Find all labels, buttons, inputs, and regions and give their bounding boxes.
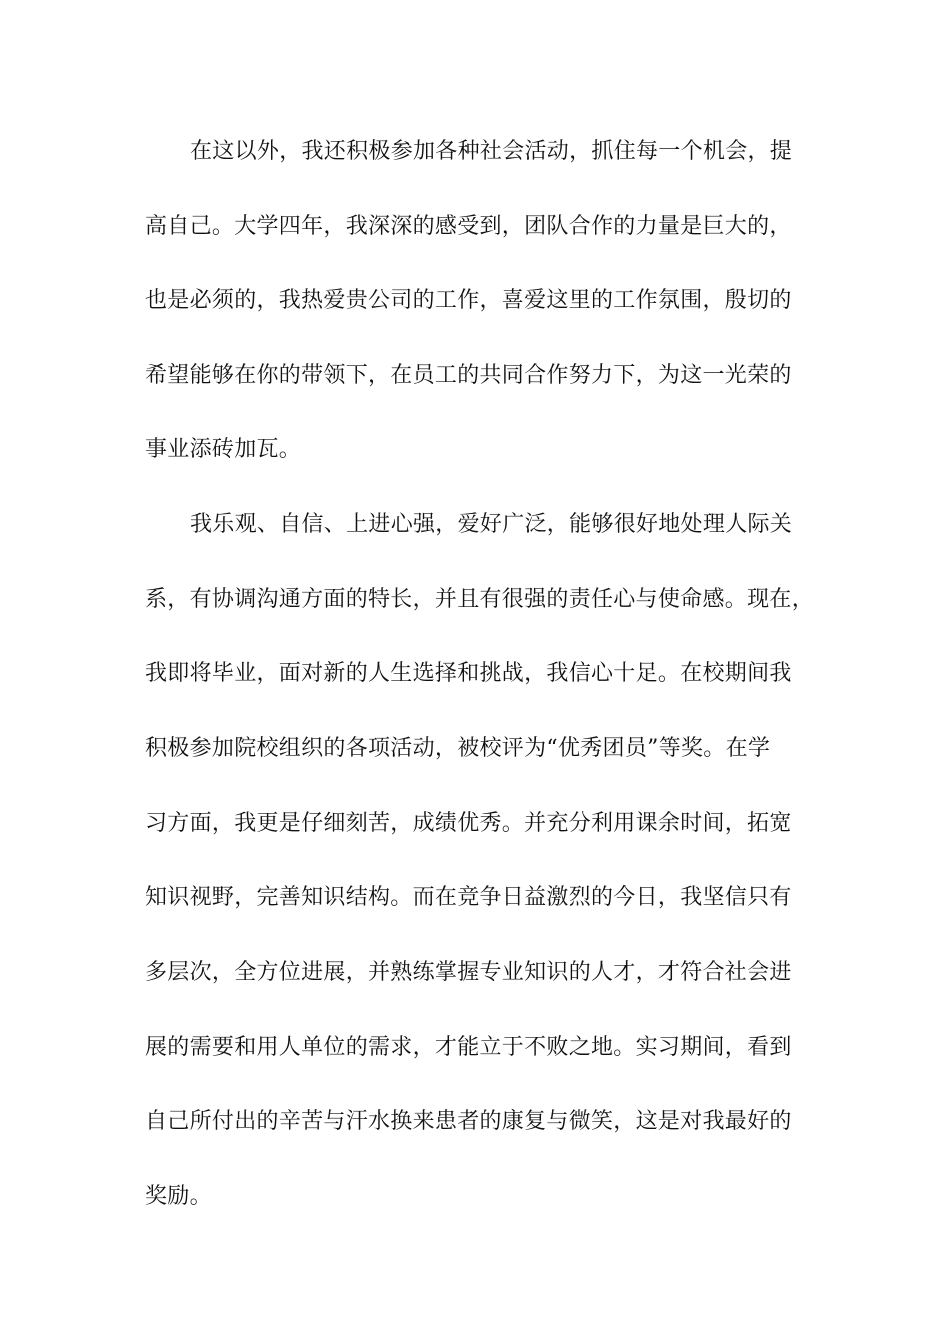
text-line: 系，有协调沟通方面的特长，并且有很强的责任心与使命感。现在， xyxy=(145,587,815,612)
text-line: 习方面，我更是仔细刻苦，成绩优秀。并充分利用课余时间，拓宽 xyxy=(145,811,792,836)
text-line: 希望能够在你的带领下，在员工的共同合作努力下，为这一光荣的 xyxy=(145,363,792,388)
text-line: 奖励。 xyxy=(145,1184,212,1209)
text-line: 高自己。大学四年，我深深的感受到，团队合作的力量是巨大的， xyxy=(145,214,792,239)
text-line: 多层次，全方位进展，并熟练掌握专业知识的人才，才符合社会进 xyxy=(145,960,792,985)
text-line: 积极参加院校组织的各项活动，被校评为“优秀团员”等奖。在学 xyxy=(145,736,771,761)
text-line: 也是必须的，我热爱贵公司的工作，喜爱这里的工作氛围，殷切的 xyxy=(145,288,792,313)
text-line: 自己所付出的辛苦与汗水换来患者的康复与微笑，这是对我最好的 xyxy=(145,1109,792,1134)
text-line: 我即将毕业，面对新的人生选择和挑战，我信心十足。在校期间我 xyxy=(145,661,792,686)
text-line: 知识视野，完善知识结构。而在竞争日益激烈的今日，我坚信只有 xyxy=(145,885,792,910)
text-line: 事业添砖加瓦。 xyxy=(145,437,302,462)
text-line: 我乐观、自信、上进心强，爱好广泛，能够很好地处理人际关 xyxy=(190,512,793,537)
text-line: 在这以外，我还积极参加各种社会活动，抓住每一个机会，提 xyxy=(190,139,793,164)
text-line: 展的需要和用人单位的需求，才能立于不败之地。实习期间，看到 xyxy=(145,1035,792,1060)
